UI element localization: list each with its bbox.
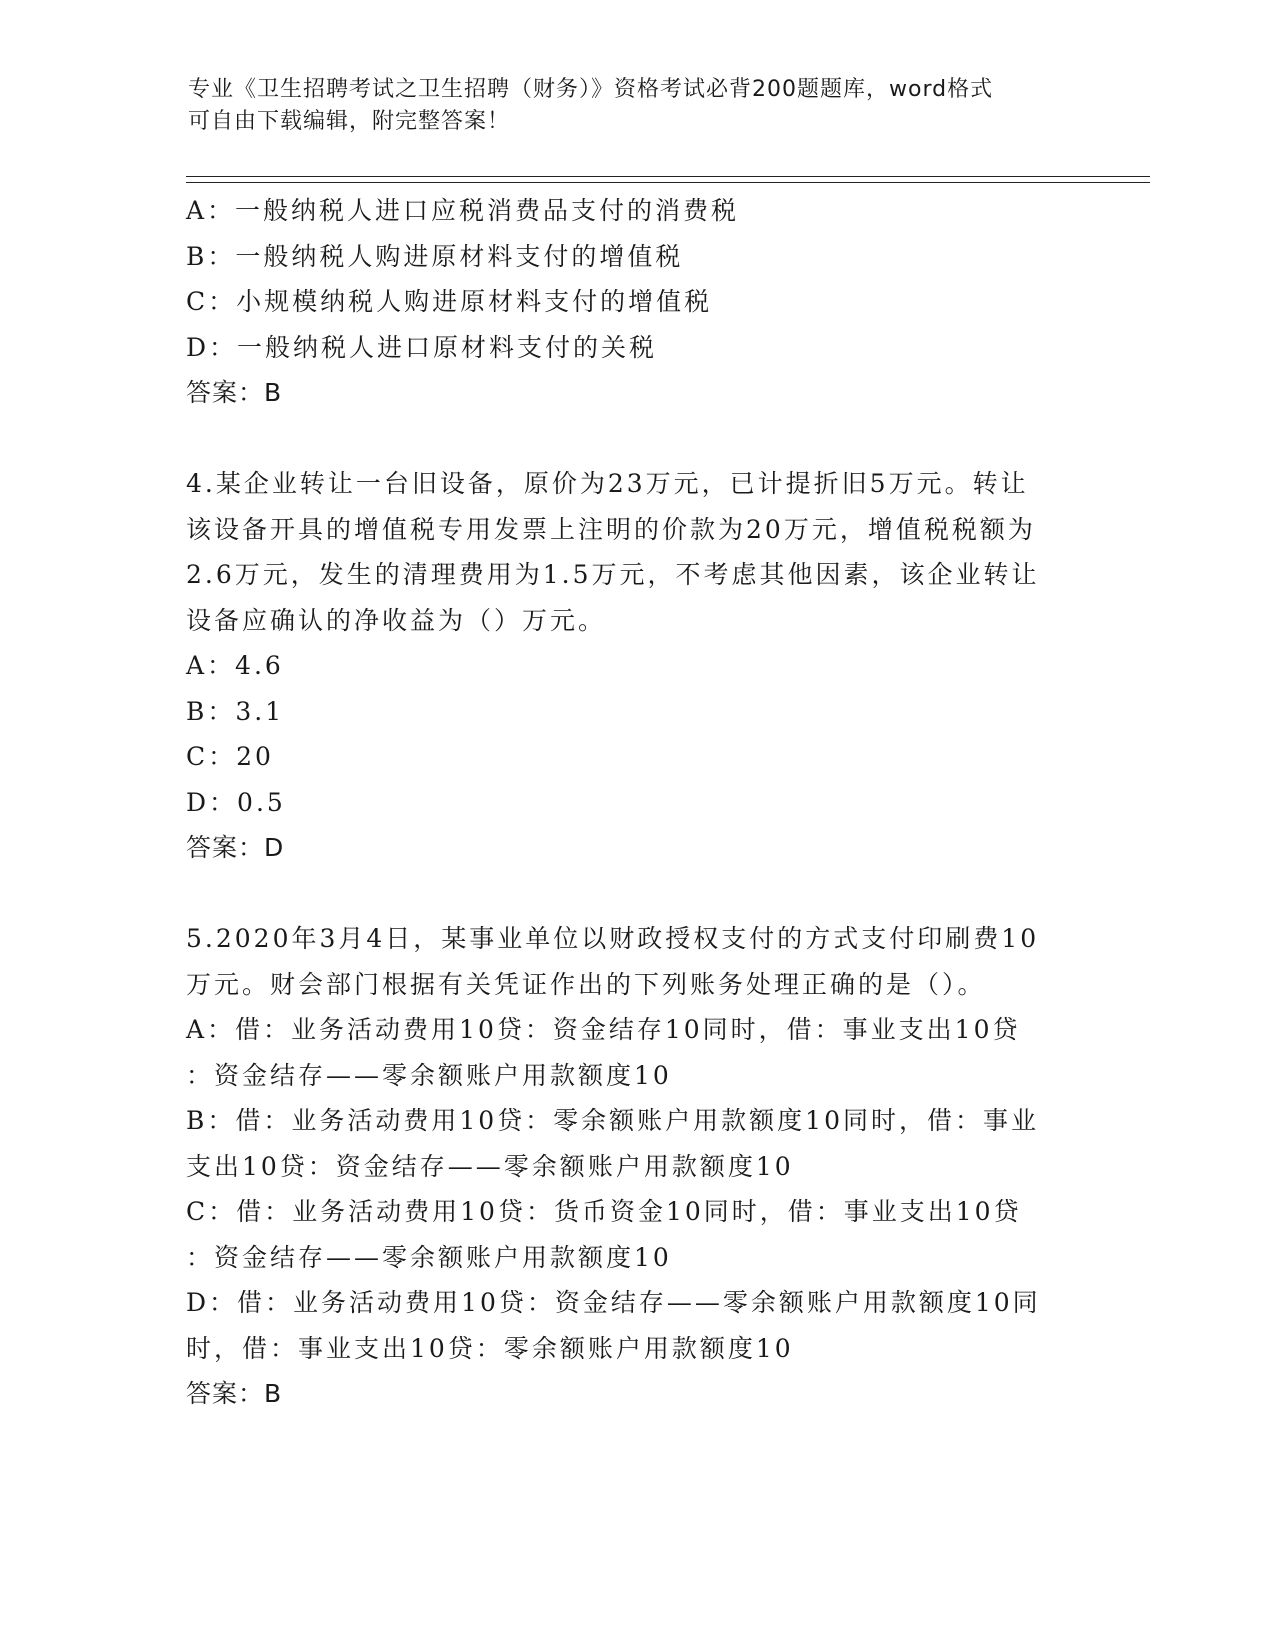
q3-option-b: B：一般纳税人购进原材料支付的增值税 <box>186 241 684 271</box>
q4-stem-line-3: 2.6万元，发生的清理费用为1.5万元，不考虑其他因素，该企业转让 <box>186 560 1040 589</box>
q4-option-b: B：3.1 <box>186 696 285 726</box>
q5-option-a-line-2: ：资金结存——零余额账户用款额度10 <box>186 1060 672 1090</box>
header-line-1: 专业《卫生招聘考试之卫生招聘（财务）》资格考试必背200题题库，word格式 <box>188 77 994 102</box>
question-4 <box>186 461 1086 871</box>
header-divider-bottom <box>186 182 1150 183</box>
q5-option-c-line-2: ：资金结存——零余额账户用款额度10 <box>186 1242 672 1272</box>
q5-answer: 答案：B <box>186 1379 283 1408</box>
q5-option-a-line-1: A：借：业务活动费用10贷：资金结存10同时，借：事业支出10贷 <box>186 1015 1021 1044</box>
q4-stem-line-1: 4.某企业转让一台旧设备，原价为23万元，已计提折旧5万元。转让 <box>186 469 1029 498</box>
q3-answer: 答案：B <box>186 378 283 407</box>
spacer <box>186 871 1086 917</box>
q5-option-b-line-2: 支出10贷：资金结存——零余额账户用款额度10 <box>186 1151 794 1181</box>
document-body <box>186 188 1086 1417</box>
q4-option-c: C：20 <box>186 742 274 771</box>
q4-answer: 答案：D <box>186 833 285 862</box>
header-line-2: 可自由下载编辑，附完整答案！ <box>188 109 511 134</box>
q5-option-d-line-2: 时，借：事业支出10贷：零余额账户用款额度10 <box>186 1333 794 1363</box>
q3-option-a: A：一般纳税人进口应税消费品支付的消费税 <box>186 196 740 225</box>
q5-option-d-line-1: D：借：业务活动费用10贷：资金结存——零余额账户用款额度10同 <box>186 1288 1041 1317</box>
header-divider-top <box>186 176 1150 177</box>
q4-stem-line-2: 该设备开具的增值税专用发票上注明的价款为20万元，增值税税额为 <box>186 514 1036 544</box>
q4-option-d: D：0.5 <box>186 787 286 817</box>
q4-option-a: A：4.6 <box>186 651 284 680</box>
document-header <box>188 74 1068 138</box>
question-5 <box>186 916 1086 1417</box>
q5-option-c-line-1: C：借：业务活动费用10贷：货币资金10同时，借：事业支出10贷 <box>186 1197 1022 1226</box>
q5-option-b-line-1: B：借：业务活动费用10贷：零余额账户用款额度10同时，借：事业 <box>186 1106 1039 1135</box>
q3-option-c: C：小规模纳税人购进原材料支付的增值税 <box>186 287 713 316</box>
q5-stem-line-1: 5.2020年3月4日，某事业单位以财政授权支付的方式支付印刷费10 <box>186 924 1040 953</box>
q4-stem-line-4: 设备应确认的净收益为（）万元。 <box>186 605 607 635</box>
question-3 <box>186 188 1086 416</box>
q3-option-d: D：一般纳税人进口原材料支付的关税 <box>186 332 658 362</box>
spacer <box>186 416 1086 462</box>
q5-stem-line-2: 万元。财会部门根据有关凭证作出的下列账务处理正确的是（）。 <box>186 969 986 999</box>
